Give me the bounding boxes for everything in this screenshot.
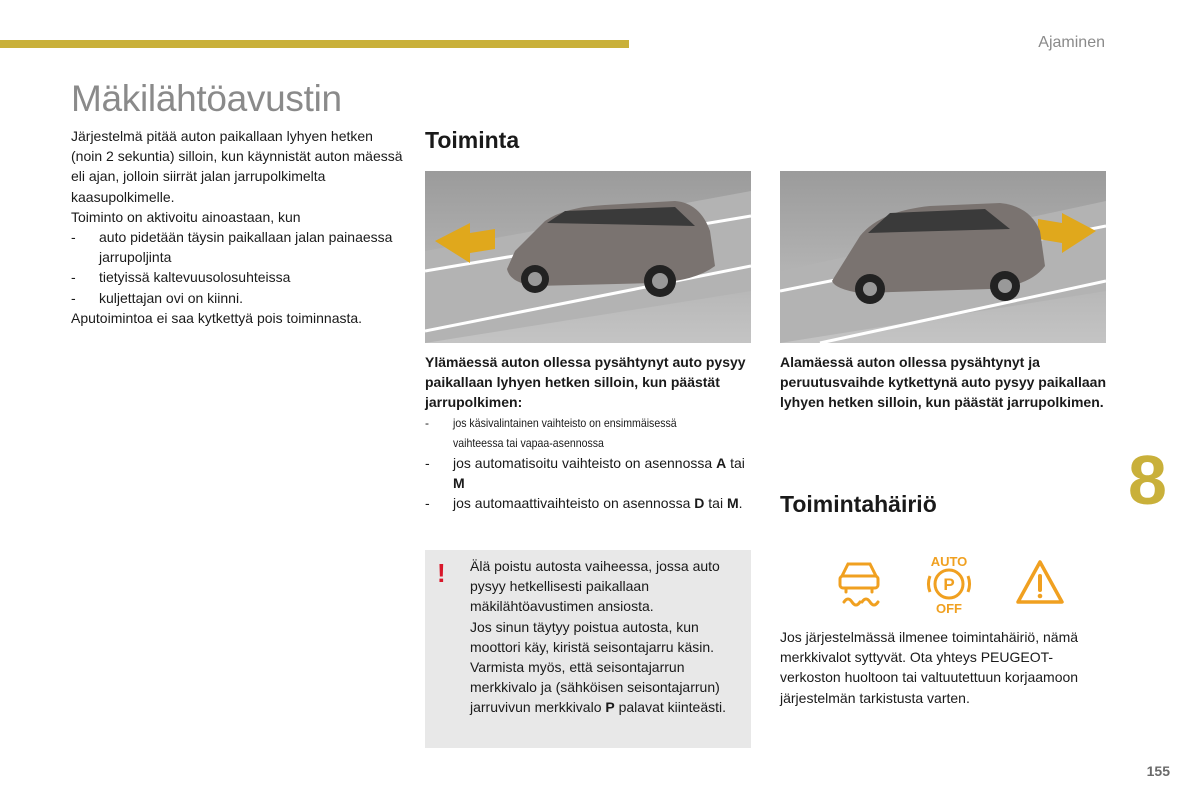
- intro-paragraph: Järjestelmä pitää auton paikallaan lyhyen hetken (noin 2 sekuntia) silloin, kun käynnistät auton mäessä eli ajan, jolloin siirrät jalan jarrupolkimelta kaasupolkimelle.: [71, 128, 403, 205]
- page-number: 155: [1146, 763, 1170, 779]
- fault-text: Jos järjestelmässä ilmenee toimintahäiriö, nämä merkkivalot syttyvät. Ota yhteys PEUGEOT-verkoston huoltoon tai valtuutettuun korjaamoon järjestelmän tarkistusta varten.: [780, 629, 1079, 706]
- svg-text:OFF: OFF: [936, 601, 962, 616]
- condition-item: - auto pidetään täysin paikallaan jalan painaessa jarrupoljinta: [71, 229, 393, 266]
- intro-text: [71, 126, 406, 328]
- warning-triangle-icon: [1018, 562, 1062, 602]
- intro-note: Aputoimintoa ei saa kytkettyä pois toiminnasta.: [71, 309, 363, 326]
- uphill-caption: Ylämäessä auton ollessa pysähtynyt auto pysyy paikallaan lyhyen hetken silloin, kun päästät jarrupolkimen:: [425, 354, 746, 411]
- downhill-illustration: [780, 171, 1106, 343]
- uphill-car-image: [425, 171, 751, 343]
- uphill-description: [425, 352, 751, 513]
- page-title: Mäkilähtöavustin: [71, 78, 342, 119]
- toiminta-heading: Toiminta: [425, 127, 520, 153]
- fault-heading: Toimintahäiriö: [780, 491, 937, 517]
- skid-car-icon: [840, 564, 878, 605]
- top-accent-rule: [0, 40, 629, 48]
- condition-item: - kuljettajan ovi on kiinni.: [71, 289, 243, 306]
- section-label: Ajaminen: [1038, 34, 1105, 51]
- intro-condition-lead: Toiminto on aktivoitu ainoastaan, kun: [71, 208, 301, 225]
- auto-p-off-icon: [928, 554, 969, 616]
- condition-item: - tietyissä kaltevuusolosuhteissa: [71, 269, 291, 286]
- chapter-number: 8: [1128, 441, 1167, 519]
- svg-text:AUTO: AUTO: [930, 554, 968, 569]
- warning-lamps: [832, 552, 1072, 616]
- gearbox-item: - jos automaattivaihteisto on asennossa D tai M.: [425, 495, 743, 512]
- gearbox-item: - jos käsivalintainen vaihteisto on ensimmäisessä vaihteessa tai vapaa-asennossa: [425, 415, 677, 450]
- warning-exclamation-icon: !: [437, 558, 446, 588]
- downhill-car-image: [780, 171, 1106, 343]
- uphill-illustration: [425, 171, 751, 343]
- svg-text:P: P: [943, 575, 955, 594]
- gearbox-item: - jos automatisoitu vaihteisto on asennossa A tai M: [425, 454, 745, 491]
- downhill-caption: Alamäessä auton ollessa pysähtynyt ja peruutusvaihde kytkettynä auto pysyy paikallaan lyhyen hetken silloin, kun päästät jarrupolkimen.: [780, 354, 1107, 411]
- warning-text: Älä poistu autosta vaiheessa, jossa auto pysyy hetkellisesti paikallaan mäkilähtöavustimen ansiosta. Jos sinun täytyy poistua autosta, kun moottori käy, kiristä seisontajarru käsin. Varmista myös, että seisontajarrun merkkivalo ja (sähköisen seisontajarrun) jarruvivun merkkivalo P palavat kiinteästi.: [470, 558, 727, 716]
